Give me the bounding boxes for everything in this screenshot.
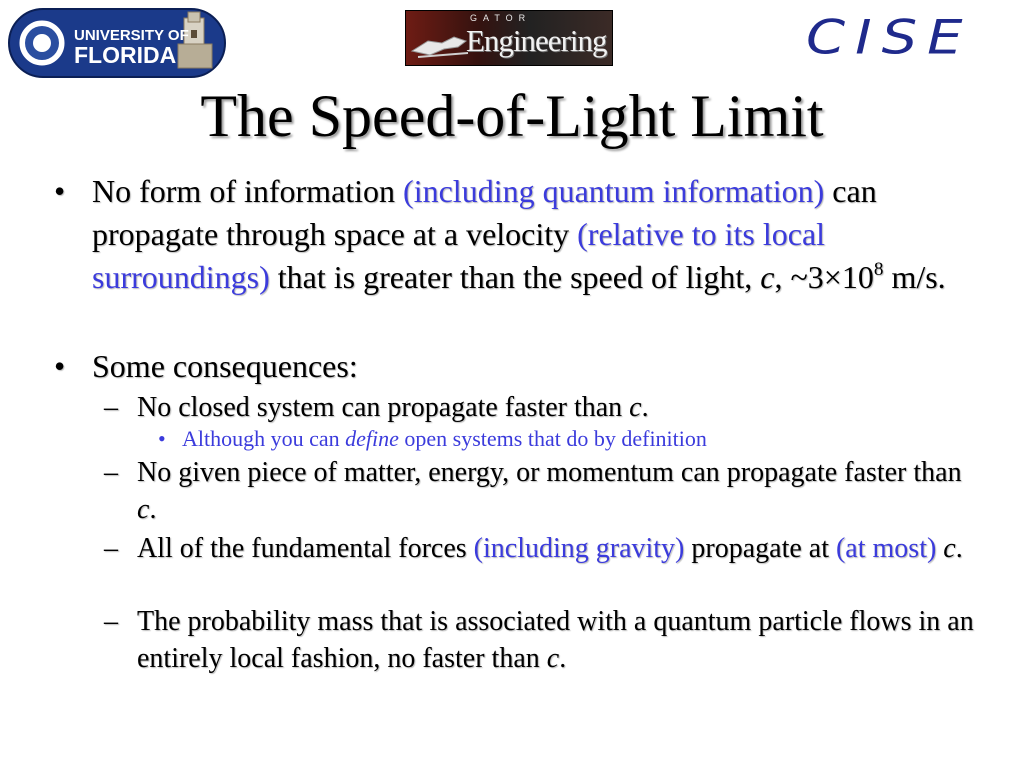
uf-logo-line2: FLORIDA bbox=[74, 42, 177, 68]
sub-bullet-matter-energy bbox=[104, 454, 974, 528]
uf-logo-line1: UNIVERSITY OF bbox=[74, 27, 189, 44]
uf-logo-graphic bbox=[8, 8, 226, 78]
sub-bullet-text: All of the fundamental forces (including gravity) propagate at (at most) c. bbox=[137, 533, 963, 564]
dash-marker: – bbox=[104, 457, 118, 488]
gator-logo-top-text: GATOR bbox=[470, 13, 532, 23]
bullet-marker: • bbox=[54, 173, 66, 209]
sub-bullet-text: The probability mass that is associated with a quantum particle flows in an entirely local fashion, no faster than c. bbox=[137, 606, 974, 674]
bullet-marker: • bbox=[158, 426, 166, 451]
gator-engineering-logo bbox=[405, 10, 613, 66]
bullet-text: No form of information (including quantum information) can propagate through space at a velocity (relative to its local surroundings) that is greater than the speed of light, c, $\sim 3\times 10^8$ m/s. bbox=[92, 173, 946, 295]
sub-bullet-text: No closed system can propagate faster than c. bbox=[137, 392, 649, 423]
dash-marker: – bbox=[104, 392, 118, 423]
sub-sub-bullet-text: Although you can define open systems that do by definition bbox=[182, 426, 707, 451]
dash-marker: – bbox=[104, 606, 118, 637]
sub-bullet-text: No given piece of matter, energy, or momentum can propagate faster than c. bbox=[137, 457, 962, 525]
cise-logo: CISE bbox=[806, 10, 973, 66]
sub-bullet-fundamental-forces bbox=[104, 530, 974, 567]
bullet-consequences bbox=[54, 345, 954, 388]
bullet-text: Some consequences: bbox=[92, 348, 358, 384]
slide-title: The Speed-of-Light Limit bbox=[200, 83, 824, 149]
sub-bullet-closed-system bbox=[104, 389, 974, 426]
gator-logo-word: Engineering bbox=[466, 23, 607, 58]
dash-marker: – bbox=[104, 533, 118, 564]
sub-bullet-probability-mass bbox=[104, 603, 974, 677]
sub-sub-bullet-open-systems bbox=[158, 424, 958, 454]
bullet-marker: • bbox=[54, 348, 66, 384]
uf-logo bbox=[8, 8, 226, 78]
bullet-speed-of-light bbox=[54, 170, 954, 299]
